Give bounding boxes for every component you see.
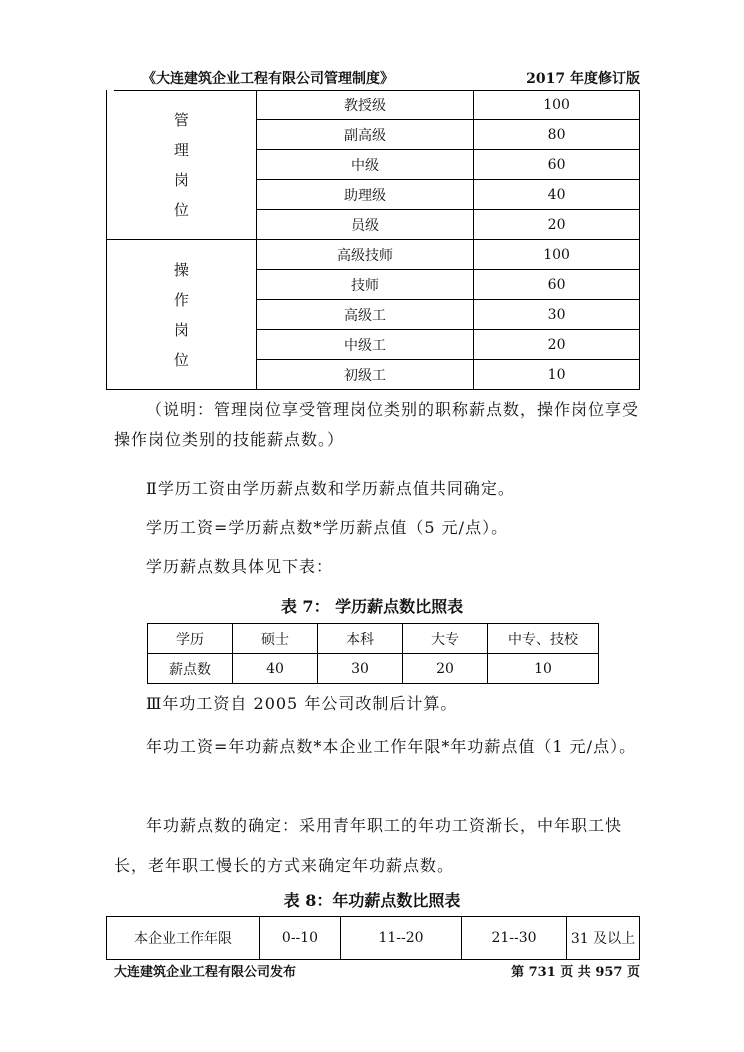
seniority-intro-paragraph: Ⅲ年功工资自 2005 年公司改制后计算。 [146, 694, 458, 713]
group-char: 位 [173, 350, 189, 369]
footer-publisher: 大连建筑企业工程有限公司发布 [114, 965, 297, 980]
value-cell: 30 [318, 654, 403, 684]
note-paragraph: （说明：管理岗位享受管理岗位类别的职称薪点数，操作岗位享受操作岗位类别的技能薪点数。） [114, 400, 640, 449]
value-cell: 0--10 [260, 917, 341, 960]
level-cell: 高级技师 [256, 240, 473, 270]
points-cell: 100 [474, 90, 640, 120]
row-label-cell: 薪点数 [148, 654, 233, 684]
value-cell: 31 及以上 [567, 917, 640, 960]
table-row [148, 654, 599, 684]
table7-caption: 表 7： 学历薪点数比照表 [280, 597, 464, 616]
education-points-table [147, 623, 599, 684]
points-cell: 10 [474, 360, 640, 390]
level-cell: 初级工 [256, 360, 473, 390]
page-header [114, 66, 640, 88]
header-cell: 硕士 [233, 624, 318, 654]
points-cell: 80 [474, 120, 640, 150]
header-cell: 本科 [318, 624, 403, 654]
header-cell: 大专 [403, 624, 488, 654]
row-label-cell: 本企业工作年限 [107, 917, 260, 960]
group-char: 位 [173, 200, 189, 219]
level-cell: 教授级 [256, 90, 473, 120]
header-cell: 中专、技校 [488, 624, 599, 654]
points-cell: 20 [474, 210, 640, 240]
points-cell: 100 [474, 240, 640, 270]
seniority-points-table [106, 916, 640, 960]
table8-caption: 表 8：年功薪点数比照表 [283, 891, 461, 910]
group-char: 操 [173, 260, 189, 279]
value-cell: 20 [403, 654, 488, 684]
value-cell: 11--20 [341, 917, 462, 960]
group-char: 岗 [173, 320, 189, 339]
group-char: 理 [173, 140, 189, 159]
points-cell: 20 [474, 330, 640, 360]
level-cell: 中级 [256, 150, 473, 180]
position-points-table [106, 90, 640, 390]
table-header-row [148, 624, 599, 654]
level-cell: 高级工 [256, 300, 473, 330]
value-cell: 21--30 [462, 917, 567, 960]
level-cell: 副高级 [256, 120, 473, 150]
level-cell: 助理级 [256, 180, 473, 210]
table-row [107, 90, 640, 120]
group-char: 作 [173, 290, 189, 309]
header-edition: 2017 年度修订版 [526, 71, 640, 87]
header-doc-title: 《大连建筑企业工程有限公司管理制度》 [142, 71, 394, 87]
edu-see-paragraph: 学历薪点数具体见下表： [146, 557, 334, 576]
edu-formula-paragraph: 学历工资=学历薪点数*学历薪点值（5 元/点）。 [146, 518, 509, 537]
level-cell: 技师 [256, 270, 473, 300]
seniority-formula-paragraph: 年功工资=年功薪点数*本企业工作年限*年功薪点值（1 元/点）。 [146, 737, 637, 756]
group-management-cell [107, 90, 257, 240]
group-char: 管 [173, 110, 189, 129]
points-cell: 40 [474, 180, 640, 210]
points-cell: 60 [474, 270, 640, 300]
group-operation-cell [107, 240, 257, 390]
points-cell: 60 [474, 150, 640, 180]
points-cell: 30 [474, 300, 640, 330]
value-cell: 10 [488, 654, 599, 684]
group-char: 岗 [173, 170, 189, 189]
table-row [107, 917, 640, 960]
level-cell: 员级 [256, 210, 473, 240]
page-footer [114, 961, 640, 980]
header-cell: 学历 [148, 624, 233, 654]
level-cell: 中级工 [256, 330, 473, 360]
footer-page-number: 第 731 页 共 957 页 [511, 965, 640, 980]
value-cell: 40 [233, 654, 318, 684]
edu-intro-paragraph: Ⅱ学历工资由学历薪点数和学历薪点值共同确定。 [146, 479, 515, 498]
table-row [107, 240, 640, 270]
seniority-rule-paragraph: 年功薪点数的确定：采用青年职工的年功工资渐长，中年职工快长，老年职工慢长的方式来确定年功薪点数。 [114, 816, 623, 875]
